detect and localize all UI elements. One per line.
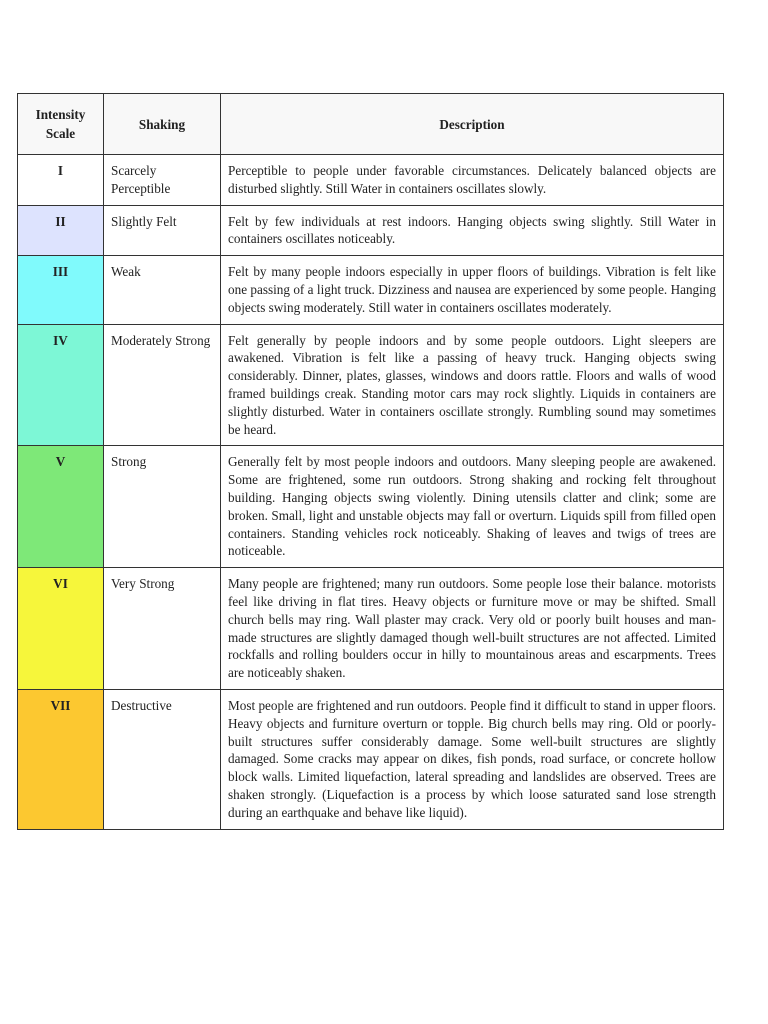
description-cell: Most people are frightened and run outdoors. People find it difficult to stand in upper floors. Heavy objects and furniture overturn or topple. Big church bells may ring. Old or poorly-built structures suffer considerably damage. Some well-built structures are slightly damaged. Some cracks may appear on dikes, fish ponds, road surface, or concrete hollow block walls. Limited liquefaction, lateral spreading and landslides are observed. Trees are shaken strongly. (Liquefaction is a process by which loose saturated sand lose strength during an earthquake and behave like liquid). <box>221 689 724 829</box>
intensity-scale-cell: IV <box>18 324 104 446</box>
table-row <box>18 256 724 324</box>
intensity-scale-cell: VI <box>18 568 104 690</box>
header-row <box>18 94 724 155</box>
header-intensity-scale: Intensity Scale <box>18 94 104 155</box>
intensity-scale-cell: VII <box>18 689 104 829</box>
header-description: Description <box>221 94 724 155</box>
shaking-cell: Very Strong <box>104 568 221 690</box>
shaking-cell: Slightly Felt <box>104 205 221 256</box>
table-row <box>18 324 724 446</box>
table-row <box>18 689 724 829</box>
description-cell: Generally felt by most people indoors and outdoors. Many sleeping people are awakened. Some are frightened, some run outdoors. Strong shaking and rocking felt throughout building. Hanging objects swing violently. Dining utensils clatter and clink; some are broken. Small, light and unstable objects may fall or overturn. Liquids spill from filled open containers. Standing vehicles rock noticeably. Shaking of leaves and twigs of trees are noticeable. <box>221 446 724 568</box>
table-row <box>18 155 724 206</box>
intensity-scale-cell: V <box>18 446 104 568</box>
header-shaking: Shaking <box>104 94 221 155</box>
description-cell: Felt by few individuals at rest indoors. Hanging objects swing slightly. Still Water in containers oscillates noticeably. <box>221 205 724 256</box>
description-cell: Perceptible to people under favorable circumstances. Delicately balanced objects are disturbed slightly. Still Water in containers oscillates slowly. <box>221 155 724 206</box>
description-cell: Felt by many people indoors especially in upper floors of buildings. Vibration is felt like one passing of a light truck. Dizziness and nausea are experienced by some people. Hanging objects swing moderately. Still water in containers oscillates moderately. <box>221 256 724 324</box>
intensity-scale-cell: II <box>18 205 104 256</box>
intensity-scale-cell: III <box>18 256 104 324</box>
shaking-cell: Weak <box>104 256 221 324</box>
table-row <box>18 205 724 256</box>
intensity-scale-table <box>17 93 724 830</box>
table-row <box>18 446 724 568</box>
shaking-cell: Scarcely Perceptible <box>104 155 221 206</box>
table-body <box>18 155 724 830</box>
shaking-cell: Strong <box>104 446 221 568</box>
shaking-cell: Moderately Strong <box>104 324 221 446</box>
intensity-scale-cell: I <box>18 155 104 206</box>
table-header <box>18 94 724 155</box>
description-cell: Many people are frightened; many run outdoors. Some people lose their balance. motorists feel like driving in flat tires. Heavy objects or furniture move or may be shifted. Small church bells may ring. Wall plaster may crack. Very old or poorly built houses and man-made structures are slightly damaged though well-built structures are not affected. Limited rockfalls and rolling boulders occur in hilly to mountainous areas and escarpments. Trees are noticeably shaken. <box>221 568 724 690</box>
description-cell: Felt generally by people indoors and by some people outdoors. Light sleepers are awakened. Vibration is felt like a passing of heavy truck. Hanging objects swing considerably. Dinner, plates, glasses, windows and doors rattle. Floors and walls of wood framed buildings creak. Standing motor cars may rock slightly. Liquids in containers are slightly disturbed. Water in containers oscillate strongly. Rumbling sound may sometimes be heard. <box>221 324 724 446</box>
shaking-cell: Destructive <box>104 689 221 829</box>
table-row <box>18 568 724 690</box>
